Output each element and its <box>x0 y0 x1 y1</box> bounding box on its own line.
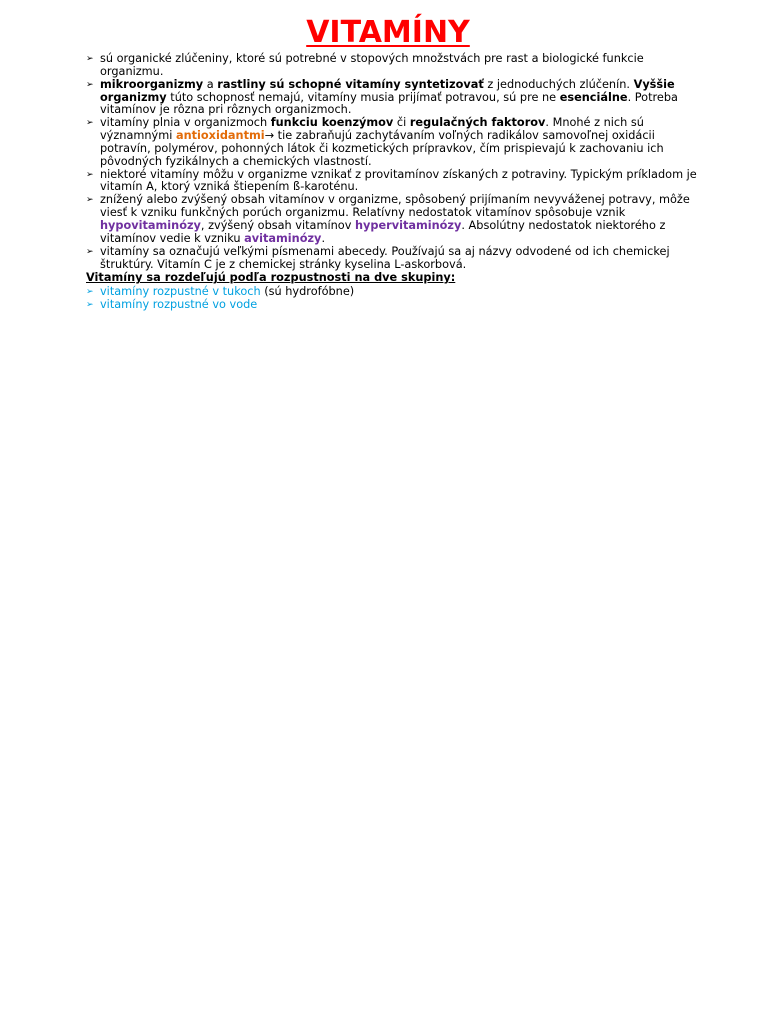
bold-term: Vyššie organizmy <box>100 77 675 104</box>
highlight-term: hypervitaminózy <box>354 218 462 232</box>
item-text: a <box>203 77 218 91</box>
highlight-term: antioxidantmi <box>175 129 265 143</box>
fact-list <box>86 53 698 271</box>
arrow-bullet-icon: ➢ <box>86 246 94 257</box>
group-label: vitamíny rozpustné vo vode <box>100 298 258 312</box>
highlight-term: hypovitaminózy <box>100 218 201 232</box>
arrow-bullet-icon: ➢ <box>86 118 94 129</box>
list-item <box>86 299 698 312</box>
item-text: . Potreba vitamínov je rôzna pri rôznych organizmoch. <box>100 90 678 117</box>
item-text: . Mnohé z nich sú významnými <box>100 116 644 143</box>
bold-term: rastliny sú schopné vitamíny syntetizovať <box>217 77 484 91</box>
item-text: vitamíny sa označujú veľkými písmenami abecedy. Používajú sa aj názvy odvodené od ich chemickej štruktúry. Vitamín C je z chemickej stránky kyselina L-askorbová. <box>100 244 670 271</box>
groups-heading: Vitamíny sa rozdeľujú podľa rozpustnosti na dve skupiny: <box>86 271 456 285</box>
item-text: či <box>393 116 410 130</box>
item-text: z jednoduchých zlúčenín. <box>483 77 634 91</box>
document-body <box>86 53 698 312</box>
groups-list <box>86 286 698 312</box>
item-text: niektoré vitamíny môžu v organizme vznikať z provitamínov získaných z potraviny. Typickým príkladom je vitamín A, ktorý vzniká štiepením ß-karoténu. <box>100 167 697 194</box>
item-text: znížený alebo zvýšený obsah vitamínov v organizme, spôsobený prijímaním nevyváženej potravy, môže viesť k vzniku funkčných porúch organizmu. Relatívny nedostatok vitamínov spôsobuje vznik <box>100 193 690 220</box>
bold-term: esenciálne <box>559 90 628 104</box>
arrow-bullet-icon: ➢ <box>86 300 94 311</box>
document-title: VITAMÍNY <box>306 15 470 50</box>
bold-term: mikroorganizmy <box>100 77 204 91</box>
arrow-bullet-icon: ➢ <box>86 195 94 206</box>
arrow-bullet-icon: ➢ <box>86 79 94 90</box>
bold-term: regulačných faktorov <box>409 116 546 130</box>
item-text: túto schopnosť nemajú, vitamíny musia prijímať potravou, sú pre ne <box>166 90 560 104</box>
item-text: → tie zabraňujú zachytávaním voľných radikálov samovoľnej oxidácii potravín, polymérov, pohonných látok či kozmetických prípravkov, čím prispievajú k zachovaniu ich pôvodných fyzikálnych a chemických vlastností. <box>100 129 664 168</box>
list-item <box>86 53 698 79</box>
arrow-bullet-icon: ➢ <box>86 54 94 64</box>
arrow-bullet-icon: ➢ <box>86 169 94 180</box>
group-note: (sú hydrofóbne) <box>260 285 355 299</box>
list-item <box>86 169 698 195</box>
item-text: sú organické zlúčeniny, ktoré sú potrebné v stopových množstvách pre rast a biologické funkcie organizmu. <box>100 52 644 78</box>
list-item <box>86 246 698 272</box>
item-text: vitamíny plnia v organizmoch <box>100 116 271 130</box>
item-text: . Absolútny nedostatok niektorého z vitamínov vedie k vzniku <box>100 218 666 245</box>
highlight-term: avitaminózy <box>244 231 322 245</box>
bold-term: funkciu koenzýmov <box>270 116 394 130</box>
list-item <box>86 194 698 245</box>
list-item <box>86 117 698 168</box>
item-text: . <box>321 231 326 245</box>
arrow-bullet-icon: ➢ <box>86 287 94 298</box>
item-text: , zvýšený obsah vitamínov <box>200 218 355 232</box>
list-item <box>86 79 698 118</box>
group-label: vitamíny rozpustné v tukoch <box>100 285 261 299</box>
